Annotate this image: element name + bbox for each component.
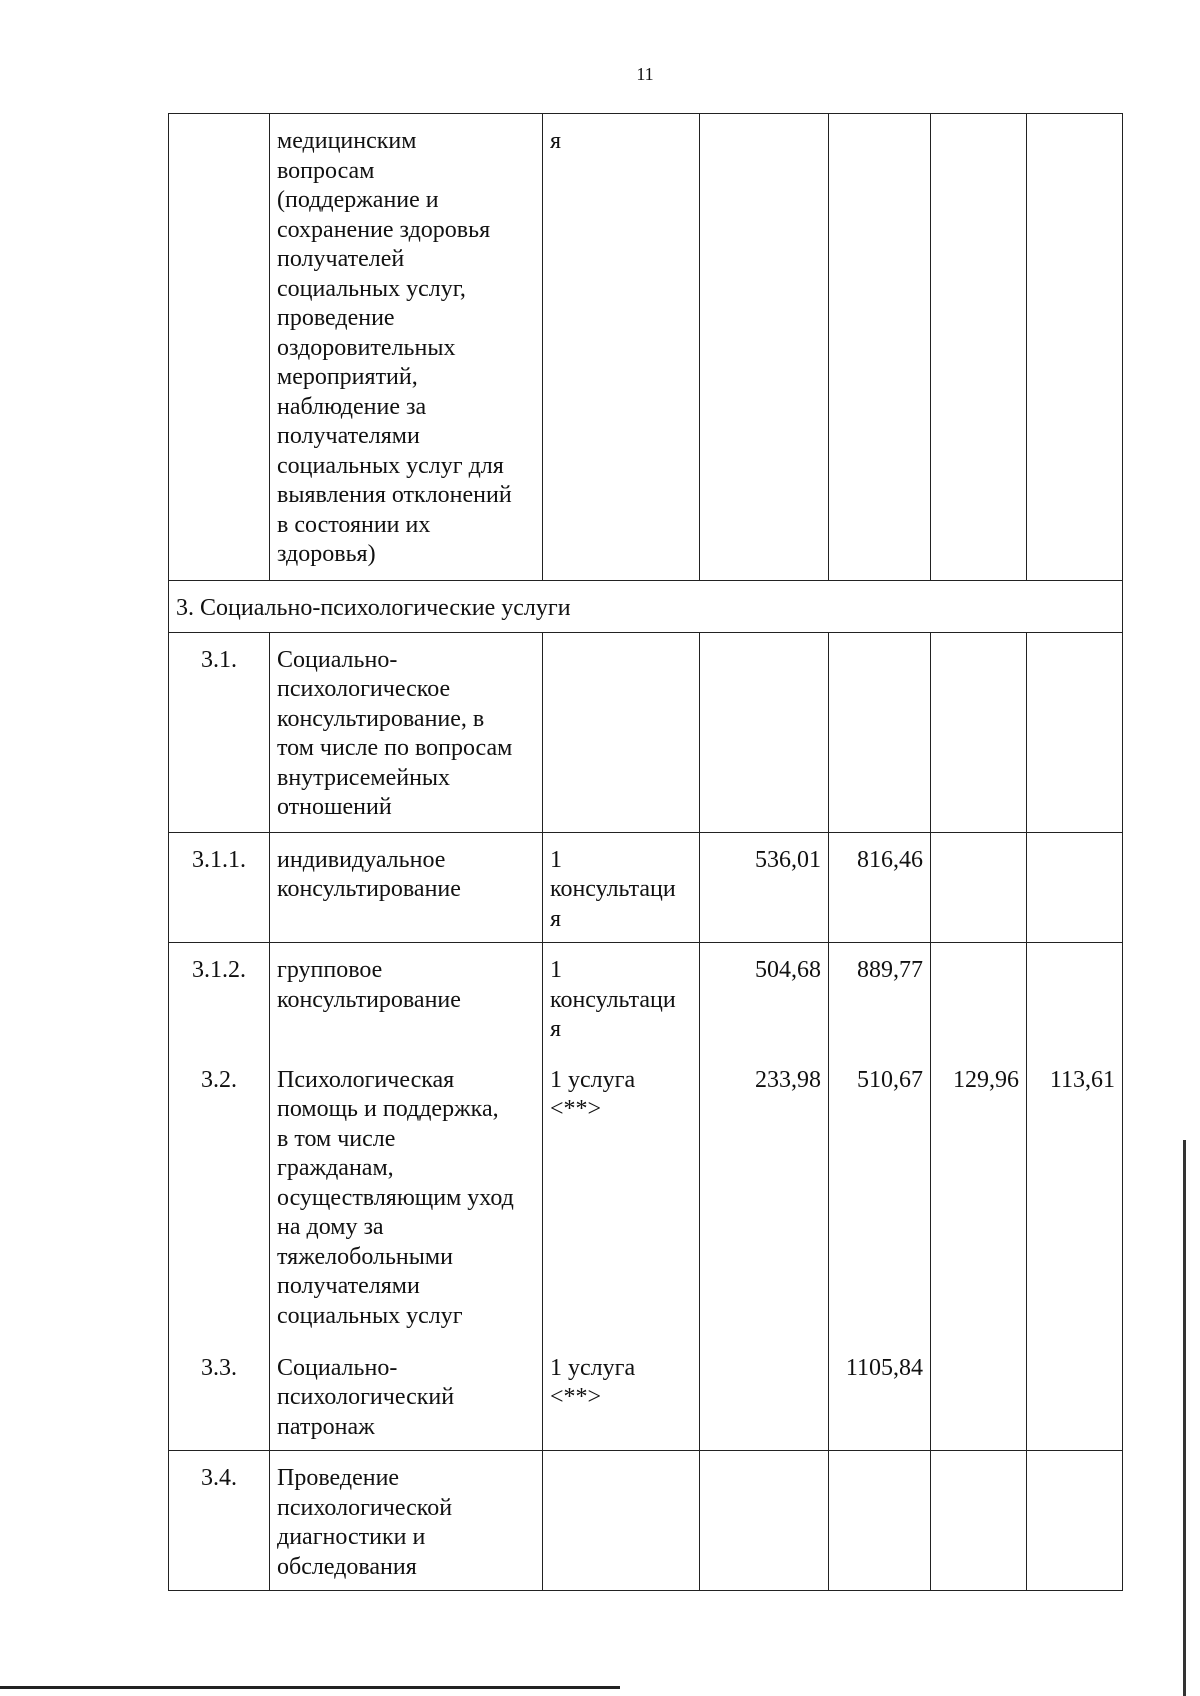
value-cell — [931, 114, 1027, 581]
value-cell — [829, 632, 931, 832]
table-row — [169, 1451, 1123, 1591]
value-cell — [931, 1341, 1027, 1451]
value-cell — [931, 832, 1027, 943]
service-name: медицинским вопросам (поддержание и сохранение здоровья получателей социальных услуг, проведение оздоровительных мероприятий, наблюдение за получателями социальных услуг для выявления отклонений в состоянии их здоровья) — [270, 114, 543, 581]
value-cell — [700, 1341, 829, 1451]
value-cell — [1027, 832, 1123, 943]
value-cell — [1027, 1341, 1123, 1451]
table-row — [169, 943, 1123, 1053]
services-table — [168, 113, 1123, 1591]
value-cell — [1027, 943, 1123, 1053]
service-name: индивидуальное консультирование — [270, 832, 543, 943]
section-row — [169, 581, 1123, 633]
row-number: 3.4. — [169, 1451, 270, 1591]
row-number: 3.3. — [169, 1341, 270, 1451]
value-cell — [829, 114, 931, 581]
value-cell: 816,46 — [829, 832, 931, 943]
service-name: Проведение психологической диагностики и обследования — [270, 1451, 543, 1591]
value-cell — [1027, 632, 1123, 832]
value-cell — [931, 943, 1027, 1053]
service-unit: 1 консультаци я — [543, 943, 700, 1053]
section-title: 3. Социально-психологические услуги — [169, 581, 1123, 633]
value-cell — [1027, 1451, 1123, 1591]
value-cell: 510,67 — [829, 1053, 931, 1341]
service-unit: я — [543, 114, 700, 581]
row-number: 3.1.1. — [169, 832, 270, 943]
value-cell — [829, 1451, 931, 1591]
page-number: 11 — [636, 64, 654, 84]
service-unit — [543, 632, 700, 832]
service-name: групповое консультирование — [270, 943, 543, 1053]
service-name: Психологическая помощь и поддержка, в том числе гражданам, осуществляющим уход на дому за тяжелобольными получателями социальных услуг — [270, 1053, 543, 1341]
scan-edge-right — [1183, 1140, 1186, 1696]
value-cell: 129,96 — [931, 1053, 1027, 1341]
value-cell — [700, 114, 829, 581]
table-row — [169, 832, 1123, 943]
value-cell — [700, 632, 829, 832]
service-unit: 1 услуга <**> — [543, 1341, 700, 1451]
row-number: 3.2. — [169, 1053, 270, 1341]
value-cell: 233,98 — [700, 1053, 829, 1341]
value-cell — [931, 632, 1027, 832]
table-row — [169, 632, 1123, 832]
row-number — [169, 114, 270, 581]
service-unit — [543, 1451, 700, 1591]
service-unit: 1 консультаци я — [543, 832, 700, 943]
row-number: 3.1.2. — [169, 943, 270, 1053]
row-number: 3.1. — [169, 632, 270, 832]
value-cell: 1105,84 — [829, 1341, 931, 1451]
table-row — [169, 1053, 1123, 1341]
value-cell: 889,77 — [829, 943, 931, 1053]
value-cell: 504,68 — [700, 943, 829, 1053]
service-unit: 1 услуга <**> — [543, 1053, 700, 1341]
value-cell — [931, 1451, 1027, 1591]
table-row — [169, 114, 1123, 581]
value-cell: 536,01 — [700, 832, 829, 943]
value-cell: 113,61 — [1027, 1053, 1123, 1341]
service-name: Социально- психологический патронаж — [270, 1341, 543, 1451]
value-cell — [1027, 114, 1123, 581]
service-name: Социально- психологическое консультирование, в том числе по вопросам внутрисемейных отношений — [270, 632, 543, 832]
value-cell — [700, 1451, 829, 1591]
table-row — [169, 1341, 1123, 1451]
scan-edge-bottom — [0, 1686, 620, 1689]
